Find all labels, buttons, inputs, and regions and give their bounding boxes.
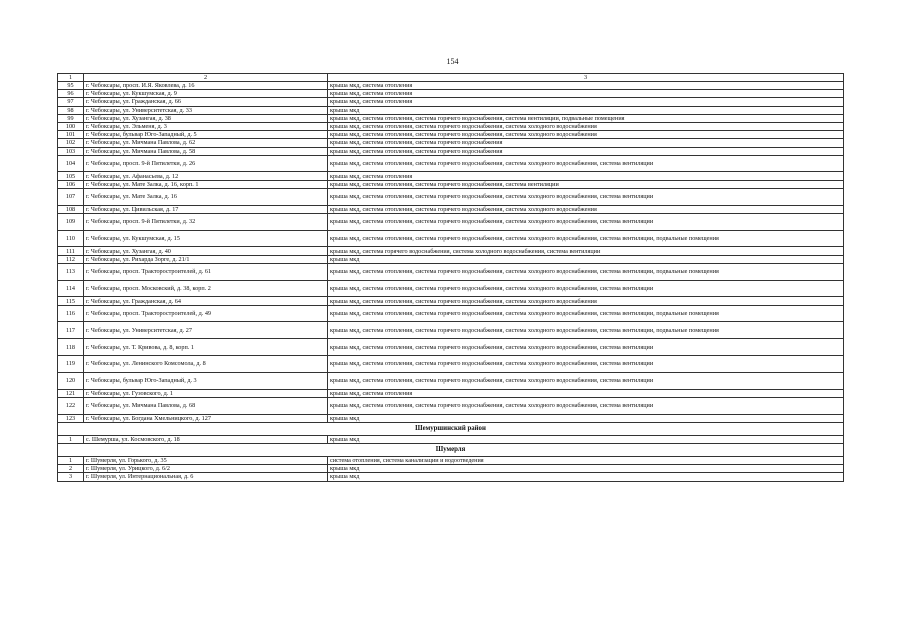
table-row xyxy=(58,82,844,90)
works-cell: крыша мкд, система отопления, система горячего водоснабжения, система холодного водоснабжения, система вентиляции xyxy=(328,213,844,230)
works-cell: крыша мкд, система отопления xyxy=(328,90,844,98)
address-cell: г. Чебоксары, ул. Цивильская, д. 17 xyxy=(84,205,328,213)
table-row xyxy=(58,114,844,122)
table-row xyxy=(58,456,844,464)
row-number: 113 xyxy=(58,263,84,280)
table-row xyxy=(58,139,844,147)
works-cell: крыша мкд, система отопления, система горячего водоснабжения, система холодного водоснабжения xyxy=(328,122,844,130)
works-cell: крыша мкд, система отопления, система горячего водоснабжения, система холодного водоснабжения, система вентиляции, подвальные помещения xyxy=(328,305,844,322)
address-cell: г. Чебоксары, ул. Т. Кривова, д. 8, корп. 1 xyxy=(84,339,328,356)
address-cell: г. Чебоксары, ул. Мичмана Павлова, д. 68 xyxy=(84,397,328,414)
address-cell: г. Чебоксары, ул. Гражданская, д. 66 xyxy=(84,98,328,106)
address-cell: с. Шемурша, ул. Космовского, д. 18 xyxy=(84,435,328,443)
table-row xyxy=(58,205,844,213)
address-cell: г. Чебоксары, бульвар Юго-Западный, д. 3 xyxy=(84,372,328,389)
row-number: 117 xyxy=(58,322,84,339)
row-number: 96 xyxy=(58,90,84,98)
row-number: 97 xyxy=(58,98,84,106)
row-number: 119 xyxy=(58,355,84,372)
row-number: 112 xyxy=(58,255,84,263)
row-number: 1 xyxy=(58,435,84,443)
address-cell: г. Чебоксары, ул. Богдана Хмельницкого, д. 127 xyxy=(84,414,328,422)
table-row xyxy=(58,172,844,180)
works-cell: крыша мкд, система отопления, система горячего водоснабжения xyxy=(328,139,844,147)
repair-works-table xyxy=(57,73,844,482)
row-number: 102 xyxy=(58,139,84,147)
table-row xyxy=(58,372,844,389)
works-cell: крыша мкд xyxy=(328,255,844,263)
works-cell: крыша мкд xyxy=(328,414,844,422)
address-cell: г. Чебоксары, просп. И.Я. Яковлева, д. 16 xyxy=(84,82,328,90)
works-cell: крыша мкд, система отопления, система горячего водоснабжения, система холодного водоснабжения, система вентиляции, подвальные помещения xyxy=(328,230,844,247)
row-number: 100 xyxy=(58,122,84,130)
address-cell: г. Чебоксары, ул. Кукшумская, д. 15 xyxy=(84,230,328,247)
page-number: 154 xyxy=(446,57,459,66)
table-row xyxy=(58,188,844,205)
address-cell: г. Чебоксары, ул. Мичмана Павлова, д. 62 xyxy=(84,139,328,147)
address-cell: г. Чебоксары, ул. Афанасьева, д. 12 xyxy=(84,172,328,180)
row-number: 104 xyxy=(58,155,84,172)
works-cell: крыша мкд, система горячего водоснабжения, система холодного водоснабжения, система вентиляции xyxy=(328,247,844,255)
column-header-1: 1 xyxy=(58,74,84,82)
table-row xyxy=(58,435,844,443)
address-cell: г. Чебоксары, бульвар Юго-Западный, д. 5 xyxy=(84,131,328,139)
address-cell: г. Чебоксары, ул. Мате Залка, д. 16 xyxy=(84,188,328,205)
table-row xyxy=(58,131,844,139)
address-cell: г. Чебоксары, ул. Мичмана Павлова, д. 58 xyxy=(84,147,328,155)
works-cell: крыша мкд, система отопления, система горячего водоснабжения, система холодного водоснабжения, система вентиляции, подвальные помещения xyxy=(328,322,844,339)
works-cell: крыша мкд, система отопления, система горячего водоснабжения, система холодного водоснабжения, система вентиляции xyxy=(328,355,844,372)
row-number: 115 xyxy=(58,297,84,305)
table-row xyxy=(58,414,844,422)
works-cell: крыша мкд, система отопления, система горячего водоснабжения, система холодного водоснабжения, система вентиляции, подвальные помещения xyxy=(328,263,844,280)
table-row xyxy=(58,465,844,473)
works-cell: система отопления, система канализации и водоотведения xyxy=(328,456,844,464)
table-row xyxy=(58,397,844,414)
table-row xyxy=(58,155,844,172)
address-cell: г. Чебоксары, ул. Хузангая, д. 40 xyxy=(84,247,328,255)
row-number: 118 xyxy=(58,339,84,356)
table-row xyxy=(58,280,844,297)
row-number: 116 xyxy=(58,305,84,322)
table-row xyxy=(58,297,844,305)
works-cell: крыша мкд, система отопления, система горячего водоснабжения, система холодного водоснабжения xyxy=(328,297,844,305)
address-cell: г. Чебоксары, просп. Тракторостроителей, д. 49 xyxy=(84,305,328,322)
works-cell: крыша мкд, система отопления, система горячего водоснабжения xyxy=(328,147,844,155)
row-number: 105 xyxy=(58,172,84,180)
works-cell: крыша мкд, система отопления xyxy=(328,98,844,106)
column-header-3: 3 xyxy=(328,74,844,82)
row-number: 120 xyxy=(58,372,84,389)
column-numbers-row xyxy=(58,74,844,82)
address-cell: г. Чебоксары, ул. Мате Залка, д. 16, корп. 1 xyxy=(84,180,328,188)
section-title: Шумерля xyxy=(58,443,844,456)
table-row xyxy=(58,473,844,481)
address-cell: г. Чебоксары, просп. Московский, д. 38, корп. 2 xyxy=(84,280,328,297)
row-number: 3 xyxy=(58,473,84,481)
table-row xyxy=(58,147,844,155)
table-row xyxy=(58,389,844,397)
row-number: 107 xyxy=(58,188,84,205)
row-number: 103 xyxy=(58,147,84,155)
works-cell: крыша мкд xyxy=(328,435,844,443)
table-row xyxy=(58,263,844,280)
row-number: 106 xyxy=(58,180,84,188)
row-number: 99 xyxy=(58,114,84,122)
section-header-row xyxy=(58,443,844,456)
row-number: 101 xyxy=(58,131,84,139)
works-cell: крыша мкд, система отопления, система горячего водоснабжения, система холодного водоснабжения xyxy=(328,205,844,213)
row-number: 122 xyxy=(58,397,84,414)
address-cell: г. Шумерля, ул. Интернациональная, д. 6 xyxy=(84,473,328,481)
works-cell: крыша мкд, система отопления, система горячего водоснабжения, система холодного водоснабжения, система вентиляции xyxy=(328,339,844,356)
address-cell: г. Чебоксары, просп. 9-й Пятилетки, д. 26 xyxy=(84,155,328,172)
table-row xyxy=(58,322,844,339)
section-title: Шемуршинский район xyxy=(58,422,844,435)
row-number: 2 xyxy=(58,465,84,473)
address-cell: г. Чебоксары, ул. Хузангая, д. 38 xyxy=(84,114,328,122)
works-cell: крыша мкд, система отопления, система горячего водоснабжения, система холодного водоснабжения, система вентиляции xyxy=(328,155,844,172)
table-row xyxy=(58,355,844,372)
row-number: 1 xyxy=(58,456,84,464)
table-row xyxy=(58,213,844,230)
works-cell: крыша мкд, система отопления, система горячего водоснабжения, система вентиляции, подвальные помещения xyxy=(328,114,844,122)
address-cell: г. Шумерля, ул. Урицкого, д. 6/2 xyxy=(84,465,328,473)
address-cell: г. Чебоксары, ул. Эльменя, д. 3 xyxy=(84,122,328,130)
row-number: 121 xyxy=(58,389,84,397)
table-row xyxy=(58,305,844,322)
address-cell: г. Шумерля, ул. Горького, д. 35 xyxy=(84,456,328,464)
address-cell: г. Чебоксары, просп. Тракторостроителей, д. 61 xyxy=(84,263,328,280)
address-cell: г. Чебоксары, ул. Университетская, д. 27 xyxy=(84,322,328,339)
table-row xyxy=(58,339,844,356)
table-row xyxy=(58,255,844,263)
works-cell: крыша мкд xyxy=(328,106,844,114)
row-number: 123 xyxy=(58,414,84,422)
works-cell: крыша мкд xyxy=(328,465,844,473)
table-row xyxy=(58,230,844,247)
works-cell: крыша мкд, система отопления, система горячего водоснабжения, система холодного водоснабжения, система вентиляции xyxy=(328,188,844,205)
works-cell: крыша мкд, система отопления xyxy=(328,389,844,397)
works-cell: крыша мкд, система отопления, система горячего водоснабжения, система холодного водоснабжения xyxy=(328,131,844,139)
table-row xyxy=(58,90,844,98)
row-number: 114 xyxy=(58,280,84,297)
address-cell: г. Чебоксары, ул. Гузовского, д. 1 xyxy=(84,389,328,397)
table-row xyxy=(58,247,844,255)
table-row xyxy=(58,180,844,188)
column-header-2: 2 xyxy=(84,74,328,82)
row-number: 98 xyxy=(58,106,84,114)
works-cell: крыша мкд, система отопления, система горячего водоснабжения, система холодного водоснабжения, система вентиляции xyxy=(328,372,844,389)
row-number: 95 xyxy=(58,82,84,90)
row-number: 110 xyxy=(58,230,84,247)
address-cell: г. Чебоксары, просп. 9-й Пятилетки, д. 32 xyxy=(84,213,328,230)
table-row xyxy=(58,106,844,114)
table-row xyxy=(58,98,844,106)
address-cell: г. Чебоксары, ул. Университетская, д. 33 xyxy=(84,106,328,114)
works-cell: крыша мкд, система отопления, система горячего водоснабжения, система холодного водоснабжения, система вентиляции xyxy=(328,397,844,414)
works-cell: крыша мкд, система отопления, система горячего водоснабжения, система холодного водоснабжения, система вентиляции xyxy=(328,280,844,297)
works-cell: крыша мкд, система отопления xyxy=(328,82,844,90)
table-row xyxy=(58,122,844,130)
address-cell: г. Чебоксары, ул. Гражданская, д. 64 xyxy=(84,297,328,305)
address-cell: г. Чебоксары, ул. Рихарда Зорге, д. 21/1 xyxy=(84,255,328,263)
address-cell: г. Чебоксары, ул. Кукшумская, д. 9 xyxy=(84,90,328,98)
row-number: 109 xyxy=(58,213,84,230)
table-body xyxy=(58,74,844,482)
section-header-row xyxy=(58,422,844,435)
works-cell: крыша мкд, система отопления xyxy=(328,172,844,180)
address-cell: г. Чебоксары, ул. Ленинского Комсомола, д. 8 xyxy=(84,355,328,372)
works-cell: крыша мкд, система отопления, система горячего водоснабжения, система вентиляции xyxy=(328,180,844,188)
row-number: 111 xyxy=(58,247,84,255)
works-cell: крыша мкд xyxy=(328,473,844,481)
row-number: 108 xyxy=(58,205,84,213)
